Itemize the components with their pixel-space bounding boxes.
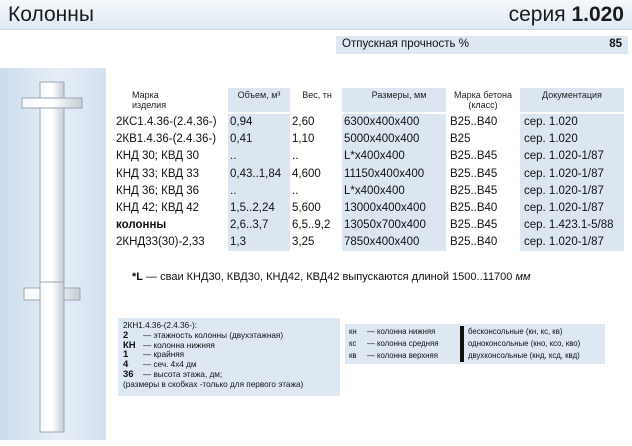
legend-desc: — высота этажа, дм; bbox=[143, 369, 223, 379]
series-number: 1.020 bbox=[571, 3, 624, 26]
table-cell-size: 11150x400x400 bbox=[344, 167, 425, 180]
strength-bar bbox=[336, 36, 628, 54]
table-cell-volume: .. bbox=[230, 184, 237, 197]
table-cell-docs: сер. 1.020-1/87 bbox=[524, 184, 604, 197]
types-item bbox=[349, 350, 601, 362]
table-cell-concrete: В25..В45 bbox=[450, 184, 498, 197]
table-cell-docs: сер. 1.020-1/87 bbox=[524, 167, 604, 180]
table-cell-mark: КНД 42; КВД 42 bbox=[116, 202, 200, 214]
types-item bbox=[349, 326, 601, 338]
table-cell-concrete: В25..В45 bbox=[450, 150, 498, 163]
table-cell-size: 13000x400x400 bbox=[344, 202, 426, 214]
table-cell-weight: 4,600 bbox=[292, 167, 321, 180]
types-kind: одноконсольные (кно, ксо, кво) bbox=[468, 339, 581, 348]
table-cell-size: 6300x400x400 bbox=[344, 116, 420, 128]
table-cell-mark: 2КНД33(30)-2,33 bbox=[116, 236, 205, 249]
header-size: Размеры, мм bbox=[371, 90, 427, 100]
table-cell-weight: 1,10 bbox=[292, 133, 315, 146]
table-cell-size: 5000x400x400 bbox=[344, 133, 420, 146]
table-cell-mark: КНД 36; КВД 36 bbox=[116, 184, 200, 197]
legend-item bbox=[123, 341, 335, 351]
page-title: Колонны bbox=[8, 3, 94, 26]
header-weight: Вес, тн bbox=[302, 90, 332, 100]
table-cell-mark: колонны bbox=[116, 219, 167, 232]
table-cell-volume: 0,43..1,84 bbox=[230, 167, 282, 180]
header-bar bbox=[0, 0, 632, 30]
table-cell-mark: 2КВ1.4.36-(2.4.36-) bbox=[116, 133, 217, 146]
column-types-legend bbox=[345, 324, 605, 364]
table-cell-docs: сер. 1.020-1/87 bbox=[524, 150, 604, 163]
types-desc: — колонна верхняя bbox=[367, 351, 439, 360]
table-cell-volume: 0,41 bbox=[230, 133, 253, 146]
legend-key: КН bbox=[123, 339, 136, 351]
types-separator bbox=[460, 326, 464, 338]
table-cell-volume: 1,3 bbox=[230, 236, 246, 249]
table-cell-docs: сер. 1.423.1-5/88 bbox=[524, 219, 614, 232]
legend-item bbox=[123, 370, 335, 380]
header-volume: Объем, м³ bbox=[237, 90, 281, 100]
types-code: кн bbox=[349, 327, 357, 336]
table-cell-volume: .. bbox=[230, 150, 237, 163]
types-desc: — колонна нижняя bbox=[367, 327, 436, 336]
legend-item bbox=[123, 331, 335, 341]
column-illustration-panel bbox=[0, 68, 106, 440]
legend-item bbox=[123, 360, 335, 370]
note-text: — сваи КНД30, КВД30, КНД42, КВД42 выпускаются длиной 1500..11700 bbox=[143, 271, 516, 283]
table-cell-size: L*x400x400 bbox=[344, 150, 405, 163]
table-cell-concrete: В25 bbox=[450, 133, 471, 146]
note-prefix: *L bbox=[132, 271, 143, 283]
table-cell-docs: сер. 1.020-1/87 bbox=[524, 202, 604, 214]
table-cell-mark: КНД 30; КВД 30 bbox=[116, 150, 200, 163]
table-cell-concrete: В25..В40 bbox=[450, 116, 498, 128]
types-code: кв bbox=[349, 351, 357, 360]
table-cell-size: L*x400x400 bbox=[344, 184, 405, 197]
table-cell-volume: 0,94 bbox=[230, 116, 253, 128]
legend-key: 1 bbox=[123, 349, 129, 361]
table-cell-concrete: В25..В45 bbox=[450, 219, 498, 232]
table-cell-docs: сер. 1.020-1/87 bbox=[524, 236, 604, 249]
legend-key: 2 bbox=[123, 329, 129, 341]
header-mark: Марка изделия bbox=[132, 90, 167, 110]
legend-desc: — колонна нижняя bbox=[143, 340, 215, 350]
table-cell-weight: .. bbox=[292, 184, 299, 197]
types-separator bbox=[460, 338, 464, 350]
legend-key: 4 bbox=[123, 359, 129, 371]
strength-value: 85 bbox=[609, 38, 622, 50]
types-kind: двухконсольные (кнд, ксд, квд) bbox=[468, 351, 580, 360]
types-desc: — колонна средняя bbox=[367, 339, 439, 348]
legend-desc: — сеч. 4х4 дм bbox=[143, 360, 197, 370]
legend-desc: — этажность колонны (двухэтажная) bbox=[143, 330, 284, 340]
legend-key: 36 bbox=[123, 368, 134, 380]
column-drawing bbox=[0, 68, 106, 440]
table-cell-mark: 2КС1.4.36-(2.4.36-) bbox=[116, 116, 217, 128]
header-concrete: Марка бетона (класс) bbox=[453, 90, 512, 110]
table-cell-size: 13050x700x400 bbox=[344, 219, 426, 232]
strength-label: Отпускная прочность % bbox=[342, 38, 469, 50]
types-kind: бесконсольные (кн, кс, кв) bbox=[468, 327, 563, 336]
table-cell-weight: 2,60 bbox=[292, 116, 315, 128]
table-cell-size: 7850x400x400 bbox=[344, 236, 420, 249]
series-label bbox=[509, 3, 624, 27]
length-note bbox=[132, 271, 531, 283]
table-cell-weight: 3,25 bbox=[292, 236, 315, 249]
table-cell-concrete: В25..В40 bbox=[450, 236, 498, 249]
header-docs: Документация bbox=[542, 90, 602, 100]
table-cell-concrete: В25..В40 bbox=[450, 202, 498, 214]
types-item bbox=[349, 338, 601, 350]
types-code: кс bbox=[349, 339, 357, 348]
table-cell-weight: .. bbox=[292, 150, 299, 163]
legend-item bbox=[123, 350, 335, 360]
table-cell-mark: КНД 33; КВД 33 bbox=[116, 167, 200, 180]
table-cell-weight: 6,5..9,2 bbox=[292, 219, 331, 232]
table-cell-docs: сер. 1.020 bbox=[524, 116, 578, 128]
table-cell-volume: 1,5..2,24 bbox=[230, 202, 275, 214]
note-unit: мм bbox=[515, 271, 531, 283]
mark-legend bbox=[118, 318, 340, 396]
series-prefix: серия bbox=[508, 3, 566, 26]
table-cell-docs: сер. 1.020 bbox=[524, 133, 578, 146]
legend-title: 2КН1.4.36-(2.4.36-): bbox=[123, 321, 197, 330]
legend-desc: — крайняя bbox=[143, 350, 185, 360]
table-cell-volume: 2,6..3,7 bbox=[230, 219, 269, 232]
table-cell-concrete: В25..В45 bbox=[450, 167, 498, 180]
legend-footnote: (размеры в скобках -только для первого этажа) bbox=[123, 379, 304, 389]
types-separator bbox=[460, 350, 464, 362]
table-cell-weight: 5,600 bbox=[292, 202, 321, 214]
